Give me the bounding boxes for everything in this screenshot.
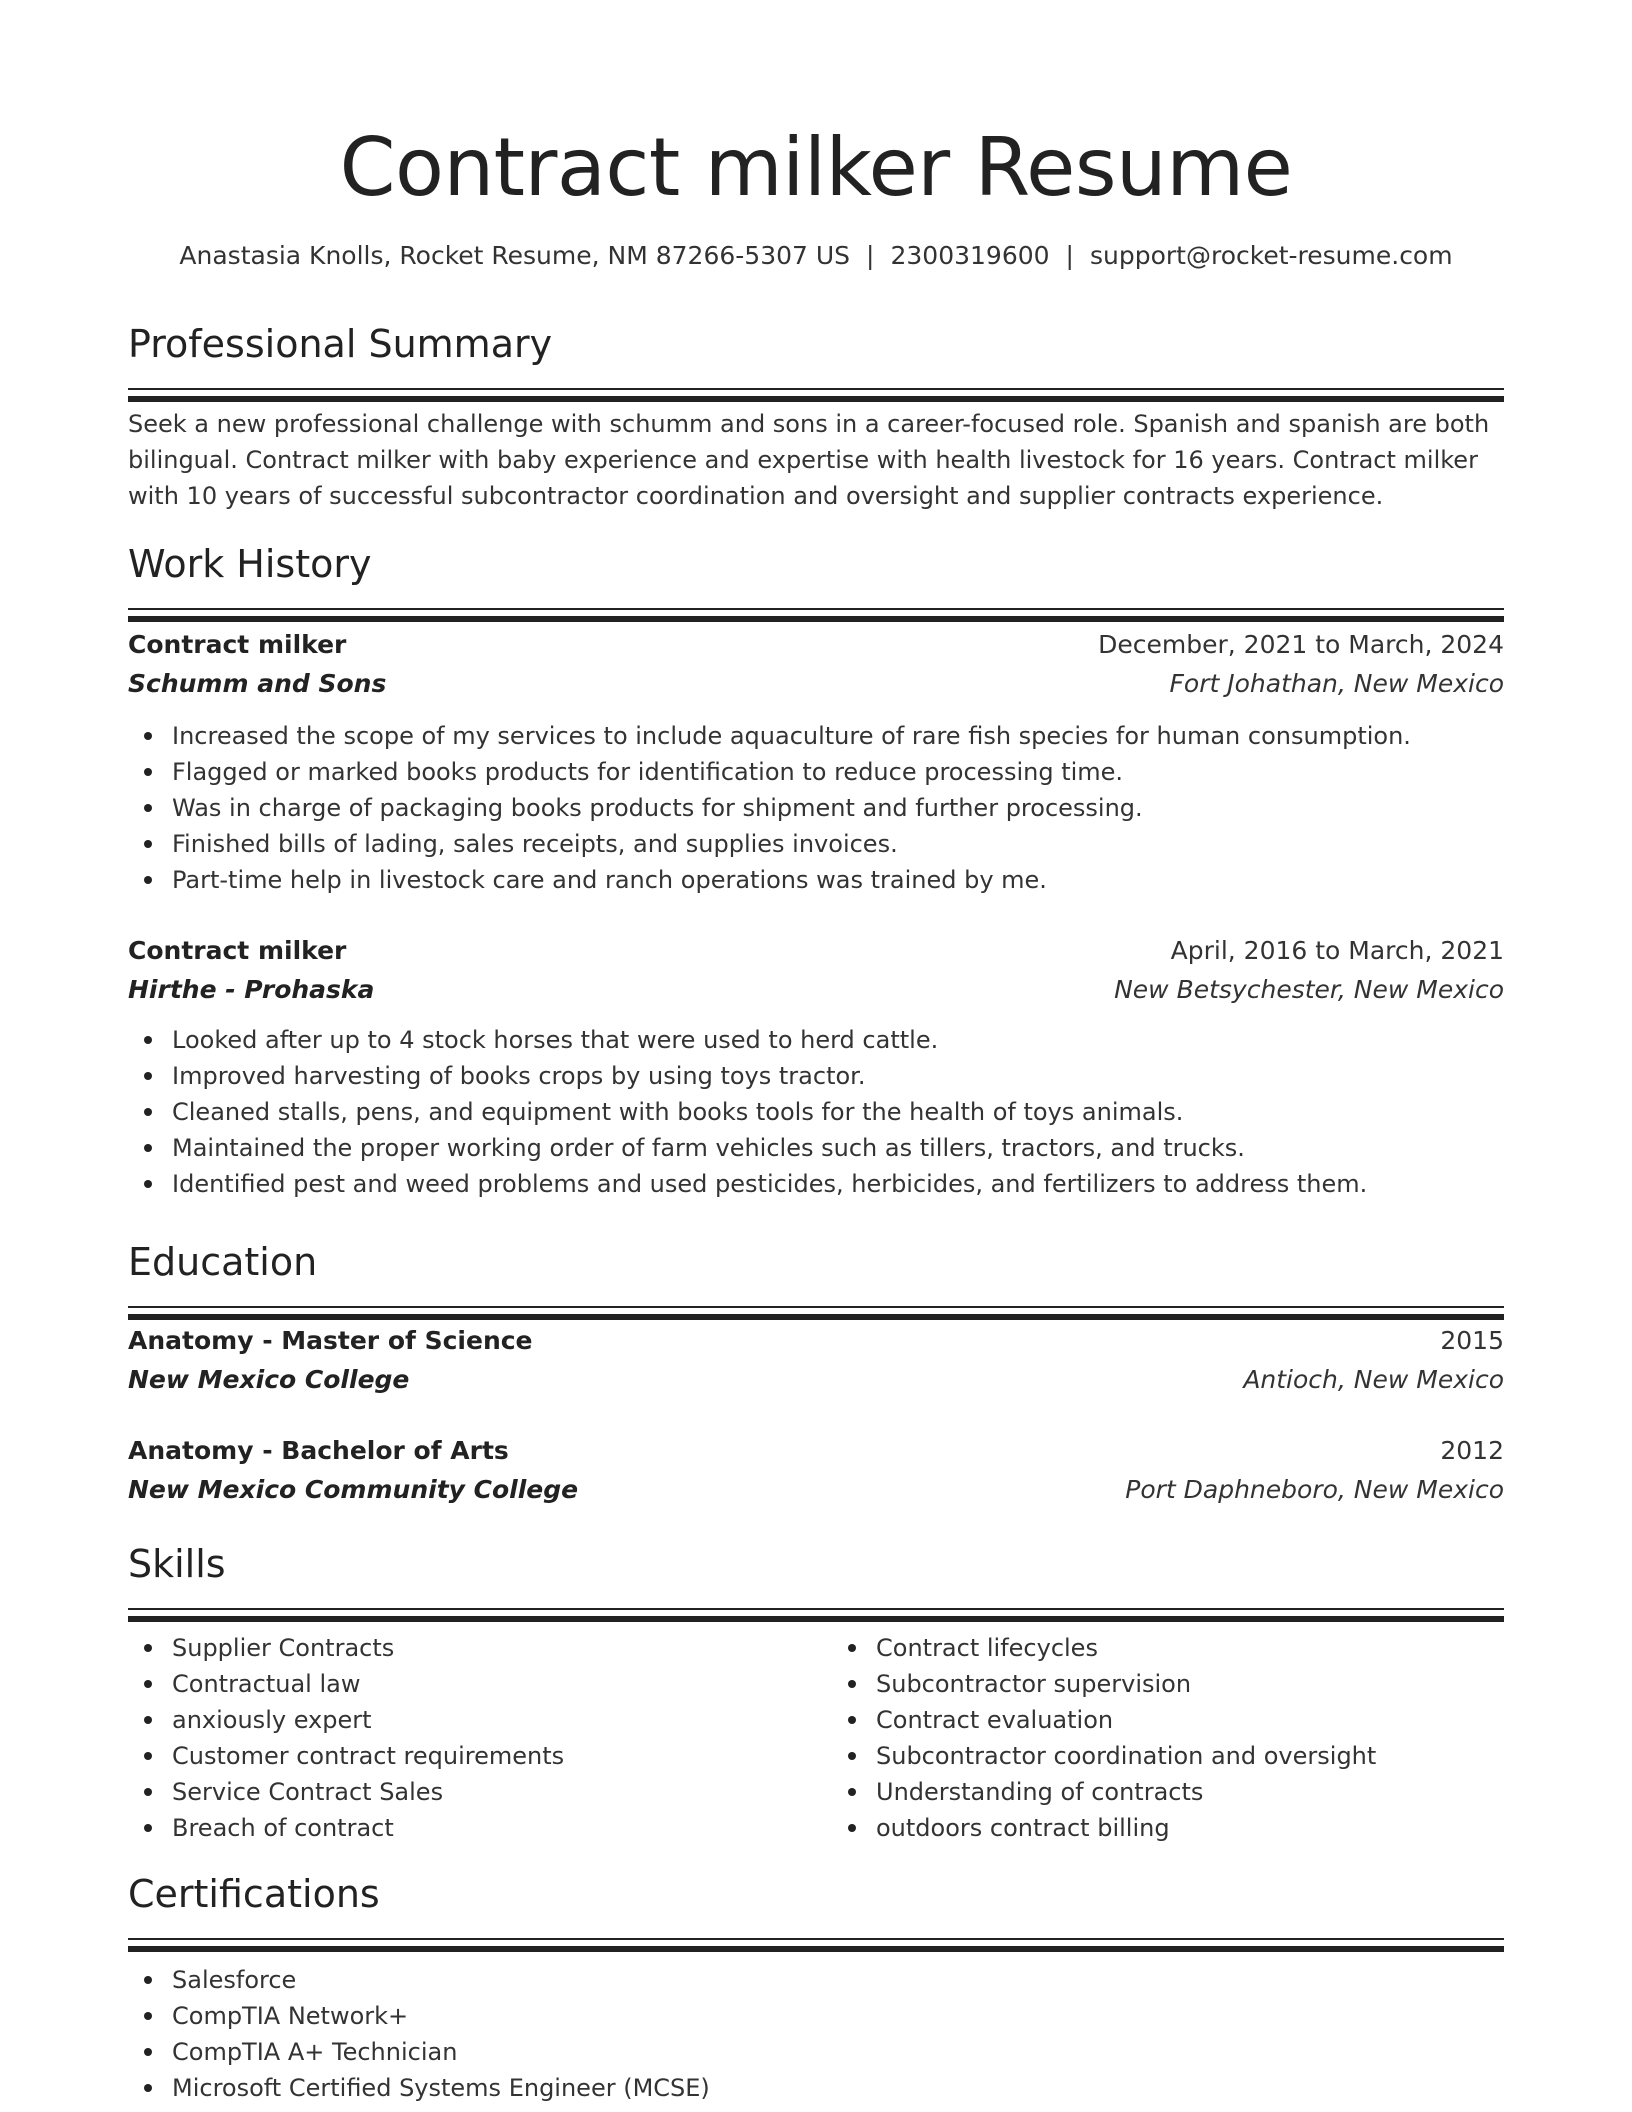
list-item: Part-time help in livestock care and ranch operations was trained by me. <box>172 862 1504 898</box>
section-heading: Education <box>128 1240 318 1284</box>
section-heading: Skills <box>128 1542 226 1586</box>
skill-item: Contract evaluation <box>876 1702 1504 1738</box>
section-heading: Certifications <box>128 1872 380 1916</box>
skill-item: outdoors contract billing <box>876 1810 1504 1846</box>
skill-item: Subcontractor supervision <box>876 1666 1504 1702</box>
list-item: Improved harvesting of books crops by using toys tractor. <box>172 1058 1504 1094</box>
graduation-year: 2015 <box>1440 1326 1504 1355</box>
job-company: Schumm and Sons <box>128 669 387 698</box>
job-duties-list <box>128 718 1504 898</box>
certification-item: Salesforce <box>172 1962 1504 1998</box>
list-item: Was in charge of packaging books products for shipment and further processing. <box>172 790 1504 826</box>
summary-text: Seek a new professional challenge with schumm and sons in a career-focused role. Spanish and spanish are both bilingual. Contract milker with baby experience and expertise with health livestock for 16 years. Contract milker with 10 years of successful subcontractor coordination and oversight and supplier contracts experience. <box>128 410 1490 510</box>
contact-separator: | <box>866 241 875 270</box>
skill-item: Supplier Contracts <box>172 1630 800 1666</box>
skills-list-right <box>800 1630 1504 1846</box>
job-dates: December, 2021 to March, 2024 <box>1098 630 1504 659</box>
job-location: Fort Johathan, New Mexico <box>1169 669 1504 698</box>
list-item: Finished bills of lading, sales receipts, and supplies invoices. <box>172 826 1504 862</box>
job-header <box>128 626 1504 664</box>
education-subheader <box>128 1470 1504 1510</box>
job-dates: April, 2016 to March, 2021 <box>1170 936 1504 965</box>
job-duties-list <box>128 1022 1504 1202</box>
list-item: Identified pest and weed problems and used pesticides, herbicides, and fertilizers to address them. <box>172 1166 1504 1202</box>
skill-item: Contract lifecycles <box>876 1630 1504 1666</box>
skills-grid <box>128 1630 1504 1846</box>
job-title: Contract milker <box>128 936 347 965</box>
list-item: Cleaned stalls, pens, and equipment with books tools for the health of toys animals. <box>172 1094 1504 1130</box>
graduation-year: 2012 <box>1440 1436 1504 1465</box>
school-location: Port Daphneboro, New Mexico <box>1125 1475 1504 1504</box>
summary-section <box>128 320 1504 390</box>
job-entry <box>128 626 1504 898</box>
list-item: Flagged or marked books products for identification to reduce processing time. <box>172 754 1504 790</box>
resume-title: Contract milker Resume <box>339 121 1293 214</box>
certifications-list <box>128 1962 1504 2106</box>
skills-list-left <box>128 1630 800 1846</box>
job-company: Hirthe - Prohaska <box>128 975 375 1004</box>
job-subheader <box>128 970 1504 1010</box>
education-header <box>128 1432 1504 1470</box>
education-entry <box>128 1322 1504 1400</box>
certifications-list-wrapper <box>128 1962 1504 2106</box>
section-heading: Professional Summary <box>128 322 553 366</box>
job-entry <box>128 932 1504 1202</box>
education-section <box>128 1238 1504 1308</box>
education-subheader <box>128 1360 1504 1400</box>
certification-item: Microsoft Certified Systems Engineer (MCSE) <box>172 2070 1504 2106</box>
work-history-section <box>128 540 1504 610</box>
section-divider <box>128 608 1504 610</box>
certification-item: CompTIA A+ Technician <box>172 2034 1504 2070</box>
section-divider <box>128 1608 1504 1610</box>
contact-email[interactable]: support@rocket-resume.com <box>1089 241 1453 270</box>
contact-address: Anastasia Knolls, Rocket Resume, NM 87266-5307 US <box>179 241 851 270</box>
job-title: Contract milker <box>128 630 347 659</box>
job-subheader <box>128 664 1504 704</box>
skills-section <box>128 1540 1504 1610</box>
skill-item: Service Contract Sales <box>172 1774 800 1810</box>
skill-item: Customer contract requirements <box>172 1738 800 1774</box>
school-name: New Mexico College <box>128 1365 410 1394</box>
skill-item: anxiously expert <box>172 1702 800 1738</box>
degree: Anatomy - Master of Science <box>128 1326 533 1355</box>
certifications-section <box>128 1870 1504 1940</box>
contact-phone: 2300319600 <box>890 241 1050 270</box>
skill-item: Contractual law <box>172 1666 800 1702</box>
skills-columns <box>128 1630 1504 1846</box>
job-location: New Betsychester, New Mexico <box>1114 975 1504 1004</box>
school-name: New Mexico Community College <box>128 1475 579 1504</box>
school-location: Antioch, New Mexico <box>1243 1365 1504 1394</box>
section-heading: Work History <box>128 542 372 586</box>
contact-line <box>128 236 1504 276</box>
section-divider <box>128 1938 1504 1940</box>
list-item: Increased the scope of my services to include aquaculture of rare fish species for human consumption. <box>172 718 1504 754</box>
education-header <box>128 1322 1504 1360</box>
contact-separator: | <box>1065 241 1074 270</box>
degree: Anatomy - Bachelor of Arts <box>128 1436 509 1465</box>
certification-item: CompTIA Network+ <box>172 1998 1504 2034</box>
section-divider <box>128 388 1504 390</box>
list-item: Maintained the proper working order of farm vehicles such as tillers, tractors, and trucks. <box>172 1130 1504 1166</box>
education-entry <box>128 1432 1504 1510</box>
skill-item: Subcontractor coordination and oversight <box>876 1738 1504 1774</box>
skill-item: Understanding of contracts <box>876 1774 1504 1810</box>
list-item: Looked after up to 4 stock horses that were used to herd cattle. <box>172 1022 1504 1058</box>
job-header <box>128 932 1504 970</box>
skill-item: Breach of contract <box>172 1810 800 1846</box>
section-divider <box>128 1306 1504 1308</box>
